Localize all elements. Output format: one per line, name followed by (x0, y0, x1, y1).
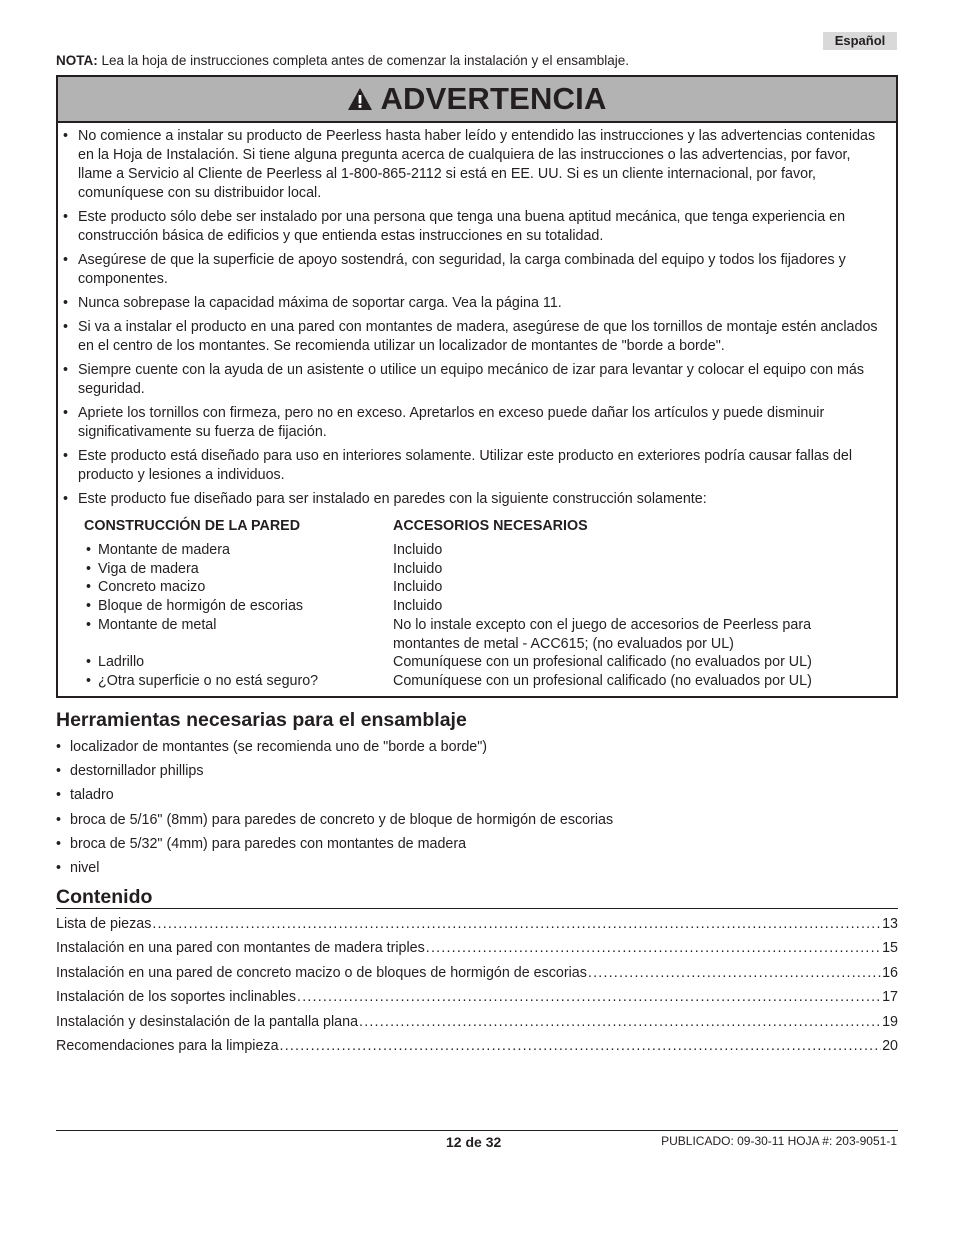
accessories-needed: Incluido (393, 579, 443, 596)
wall-table-row (84, 597, 884, 616)
toc-entry[interactable] (56, 915, 898, 939)
toc-entry[interactable] (56, 1013, 898, 1037)
wall-type: • Montante de metal (84, 616, 393, 653)
toc-entry-title[interactable]: Lista de piezas (56, 916, 152, 932)
table-of-contents (56, 915, 898, 1061)
toc-leader (426, 939, 881, 958)
wall-table-row (84, 653, 884, 672)
warning-title: ADVERTENCIA (380, 81, 607, 116)
contents-divider (56, 908, 898, 909)
wall-table-header (84, 517, 884, 541)
toc-entry-page: 17 (882, 989, 898, 1006)
warning-list (58, 127, 894, 514)
tools-heading: Herramientas necesarias para el ensamblaje (56, 709, 467, 731)
toc-entry[interactable] (56, 964, 898, 988)
wall-table-row (84, 616, 884, 653)
contents-heading: Contenido (56, 886, 153, 908)
toc-entry-title[interactable]: Instalación en una pared con montantes de madera triples (56, 940, 425, 957)
wall-type: • Ladrillo (84, 653, 393, 672)
language-tag: Español (823, 32, 897, 50)
toc-entry-title[interactable]: Instalación en una pared de concreto macizo o de bloques de hormigón de escorias (56, 964, 587, 981)
toc-entry-title[interactable]: Recomendaciones para la limpieza (56, 1037, 279, 1054)
wall-table-row (84, 560, 884, 579)
toc-entry-page: 16 (882, 964, 898, 981)
accessories-needed: Incluido (393, 542, 443, 558)
accessories-needed: No lo instale excepto con el juego de accesorios de Peerless para montantes de metal - ACC615; (no evaluados por UL) (393, 616, 812, 652)
wall-type: • ¿Otra superficie o no está seguro? (84, 672, 393, 691)
toc-entry[interactable] (56, 939, 898, 963)
toc-entry[interactable] (56, 988, 898, 1012)
tool-item: • taladro (56, 786, 613, 810)
toc-entry[interactable] (56, 1037, 898, 1061)
wall-column-header: CONSTRUCCIÓN DE LA PARED (84, 518, 301, 534)
accessories-needed: Incluido (393, 560, 443, 577)
footer-divider (56, 1130, 898, 1131)
toc-entry-page: 19 (882, 1013, 898, 1030)
warning-item: • Apriete los tornillos con firmeza, pero no en exceso. Apretarlos en exceso puede dañar los artículos y puede disminuir significativamente su fuerza de fijación. (58, 404, 894, 442)
toc-entry-page: 15 (882, 940, 898, 957)
note-label: NOTA: (56, 53, 98, 68)
toc-entry-page: 13 (882, 916, 898, 932)
tool-item: • broca de 5/32" (4mm) para paredes con montantes de madera (56, 835, 613, 859)
warning-item: • Este producto fue diseñado para ser instalado en paredes con la siguiente construcción solamente: (58, 490, 894, 509)
warning-box (56, 75, 898, 698)
wall-table-row (84, 578, 884, 597)
warning-item: • Siempre cuente con la ayuda de un asistente o utilice un equipo mecánico de izar para levantar y colocar el equipo con más seguridad. (58, 361, 894, 399)
publication-info: PUBLICADO: 09-30-11 HOJA #: 203-9051-1 (661, 1134, 897, 1148)
wall-type: • Concreto macizo (84, 578, 393, 597)
toc-leader (297, 988, 881, 1007)
tool-item: • localizador de montantes (se recomienda uno de "borde a borde") (56, 738, 613, 762)
accessories-needed: Comuníquese con un profesional calificado (no evaluados por UL) (393, 654, 812, 671)
note (56, 53, 629, 68)
toc-leader (152, 915, 881, 934)
toc-entry-title[interactable]: Instalación de los soportes inclinables (56, 989, 297, 1006)
wall-table-row (84, 541, 884, 560)
warning-item: • Si va a instalar el producto en una pared con montantes de madera, asegúrese de que los tornillos de montaje estén anclados en el centro de los montantes. Se recomienda utilizar un localizador de montantes de "borde a borde". (58, 318, 894, 356)
warning-item: • Asegúrese de que la superficie de apoyo sostendrá, con seguridad, la carga combinada del equipo y todos los fijadores y componentes. (58, 251, 894, 289)
toc-leader (588, 964, 881, 983)
accessories-column-header: ACCESORIOS NECESARIOS (393, 518, 588, 534)
toc-entry-page: 20 (882, 1037, 898, 1054)
warning-header (58, 77, 896, 123)
tool-item: • nivel (56, 859, 613, 883)
tool-item: • destornillador phillips (56, 762, 613, 786)
wall-construction-table (84, 517, 884, 691)
toc-leader (359, 1013, 881, 1032)
warning-item: • Nunca sobrepase la capacidad máxima de soportar carga. Vea la página 11. (58, 294, 894, 313)
warning-item: • Este producto sólo debe ser instalado por una persona que tenga una buena aptitud mecánica, que tenga experiencia en construcción básica de edificios y que entienda estas instrucciones en su totalidad. (58, 208, 894, 246)
wall-type: • Viga de madera (84, 560, 393, 579)
toc-leader (280, 1037, 882, 1056)
wall-table-row (84, 672, 884, 691)
accessories-needed: Comuníquese con un profesional calificado (no evaluados por UL) (393, 672, 812, 689)
warning-triangle-icon (347, 87, 373, 111)
wall-type: • Bloque de hormigón de escorias (84, 597, 393, 616)
page-number: 12 de 32 (446, 1134, 502, 1150)
tools-list (56, 738, 613, 883)
warning-item: • No comience a instalar su producto de Peerless hasta haber leído y entendido las instrucciones y las advertencias contenidas en la Hoja de Instalación. Si tiene alguna pregunta acerca de cualquiera de las instrucciones o las advertencias, por favor, llame a Servicio al Cliente de Peerless al 1-800-865-2112 si está en EE. UU. Si es un cliente internacional, por favor, comuníquese con su distribuidor local. (58, 127, 894, 203)
warning-item: • Este producto está diseñado para uso en interiores solamente. Utilizar este producto en exteriores podría causar fallas del producto y lesiones a individuos. (58, 447, 894, 485)
toc-entry-title[interactable]: Instalación y desinstalación de la pantalla plana (56, 1013, 359, 1030)
accessories-needed: Incluido (393, 598, 443, 615)
tool-item: • broca de 5/16" (8mm) para paredes de concreto y de bloque de hormigón de escorias (56, 811, 613, 835)
wall-type: • Montante de madera (84, 541, 393, 560)
note-text: Lea la hoja de instrucciones completa antes de comenzar la instalación y el ensamblaje. (97, 53, 630, 68)
